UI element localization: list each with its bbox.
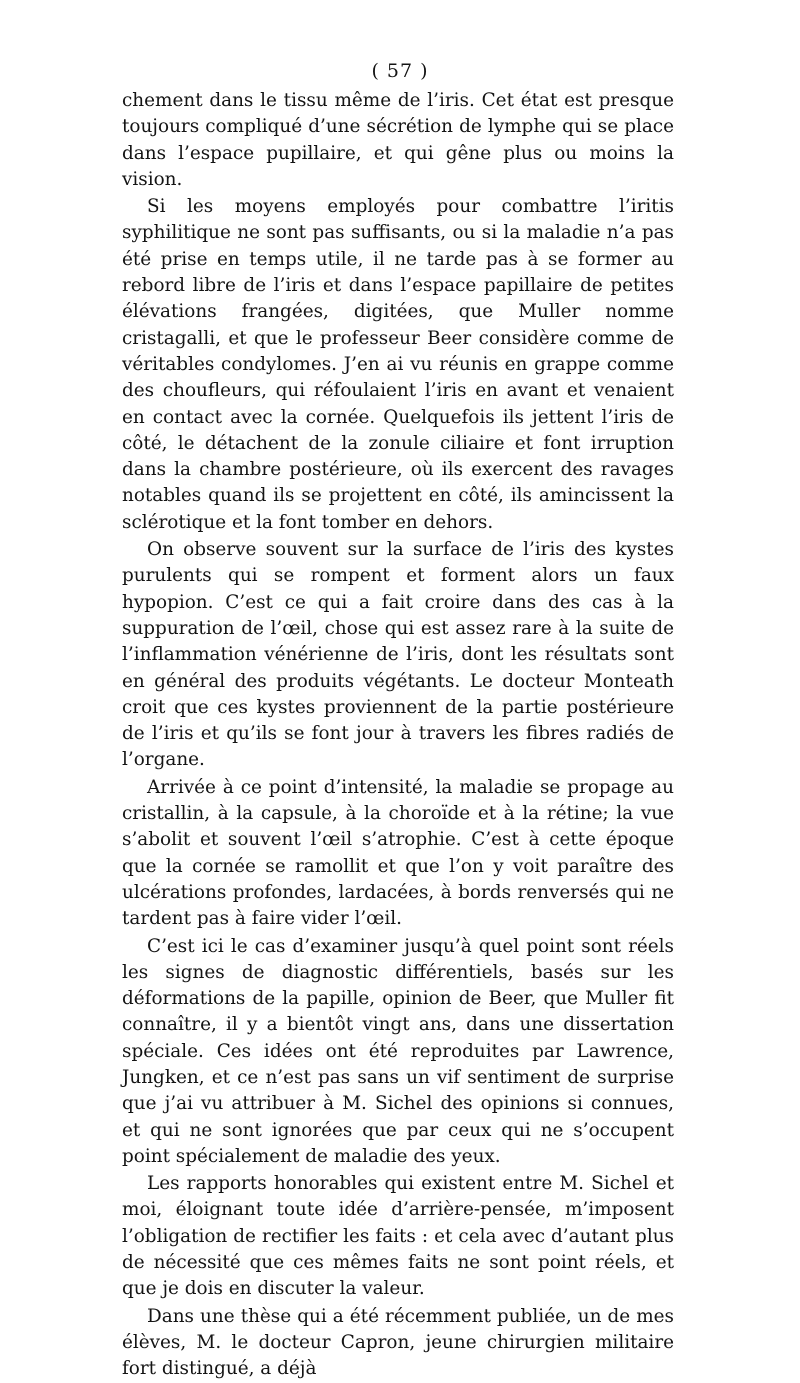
body-text <box>122 88 674 1383</box>
paragraph-7: Dans une thèse qui a été récemment publiée, un de mes élèves, M. le docteur Capron, jeune chirurgien militaire fort distingué, a déjà <box>122 1305 674 1380</box>
paragraph-2: Si les moyens employés pour combattre l’iritis syphilitique ne sont pas suffisants, ou si la maladie n’a pas été prise en temps utile, il ne tarde pas à se former au rebord libre de l’iris et dans l’espace papillaire de petites élévations frangées, digitées, que Muller nomme cristagalli, et que le professeur Beer considère comme de véritables condylomes. J’en ai vu réunis en grappe comme des choufleurs, qui réfoulaient l’iris en avant et venaient en contact avec la cornée. Quelquefois ils jettent l’iris de côté, le détachent de la zonule ciliaire et font irruption dans la chambre postérieure, où ils exercent des ravages notables quand ils se projettent en côté, ils amincissent la sclérotique et la font tomber en dehors. <box>122 196 674 533</box>
paragraph-4: Arrivée à ce point d’intensité, la maladie se propage au cristallin, à la capsule, à la choroïde et à la rétine; la vue s’abolit et souvent l’œil s’atrophie. C’est à cette époque que la cornée se ramollit et que l’on y voit paraître des ulcérations profondes, lardacées, à bords renversés qui ne tardent pas à faire vider l’œil. <box>122 776 674 930</box>
paragraph-5: C’est ici le cas d’examiner jusqu’à quel point sont réels les signes de diagnostic différentiels, basés sur les déformations de la papille, opinion de Beer, que Muller fit connaître, il y a bientôt vingt ans, dans une dissertation spéciale. Ces idées ont été reproduites par Lawrence, Jungken, et ce n’est pas sans un vif sentiment de surprise que j’ai vu attribuer à M. Sichel des opinions si connues, et qui ne sont ignorées que par ceux qui ne s’occupent point spécialement de maladie des yeux. <box>122 935 674 1167</box>
paragraph-1: chement dans le tissu même de l’iris. Cet état est presque toujours compliqué d’une sécrétion de lymphe qui se place dans l’espace pupillaire, et qui gêne plus ou moins la vision. <box>122 90 674 190</box>
page-number: ( 57 ) <box>371 60 429 82</box>
paragraph-6: Les rapports honorables qui existent entre M. Sichel et moi, éloignant toute idée d’arrière-pensée, m’imposent l’obligation de rectifier les faits : et cela avec d’autant plus de nécessité que ces mêmes faits ne sont point réels, et que je dois en discuter la valeur. <box>122 1173 674 1300</box>
paragraph-3: On observe souvent sur la surface de l’iris des kystes purulents qui se rompent et forment alors un faux hypopion. C’est ce qui a fait croire dans des cas à la suppuration de l’œil, chose qui est assez rare à la suite de l’inflammation vénérienne de l’iris, dont les résultats sont en général des produits végétants. Le docteur Monteath croit que ces kystes proviennent de la partie postérieure de l’iris et qu’ils se font jour à travers les fibres radiés de l’organe. <box>122 539 674 771</box>
